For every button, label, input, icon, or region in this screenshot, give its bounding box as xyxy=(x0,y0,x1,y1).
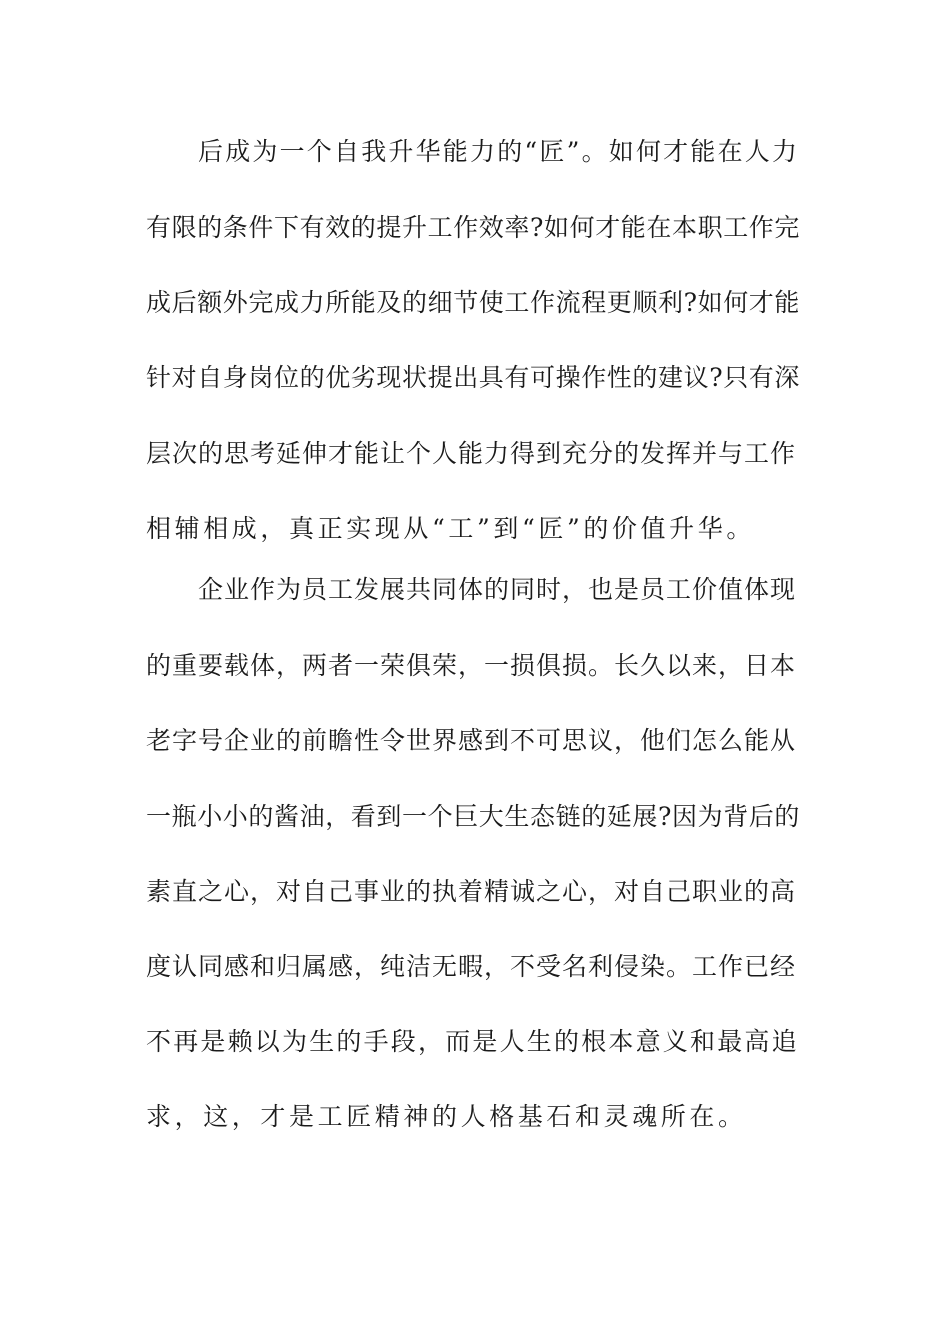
text-line: 度认同感和归属感，纯洁无暇，不受名利侵染。工作已经 xyxy=(146,952,797,981)
text-line: 的重要载体，两者一荣俱荣，一损俱损。长久以来，日本 xyxy=(146,651,797,680)
text-line: 不再是赖以为生的手段，而是人生的根本意义和最高追 xyxy=(146,1027,799,1056)
text-line: 企业作为员工发展共同体的同时，也是员工价值体现 xyxy=(198,575,797,604)
text-line: 层次的思考延伸才能让个人能力得到充分的发挥并与工作 xyxy=(146,439,797,468)
text-line: 成后额外完成力所能及的细节使工作流程更顺利?如何才能 xyxy=(146,288,801,317)
text-line: 素直之心，对自己事业的执着精诚之心，对自己职业的高 xyxy=(146,877,797,906)
text-line: 有限的条件下有效的提升工作效率?如何才能在本职工作完 xyxy=(146,213,801,242)
text-line: 后成为一个自我升华能力的“匠”。如何才能在人力 xyxy=(198,137,800,166)
text-line: 针对自身岗位的优劣现状提出具有可操作性的建议?只有深 xyxy=(146,363,801,392)
text-line: 一瓶小小的酱油，看到一个巨大生态链的延展?因为背后的 xyxy=(146,802,801,831)
text-line: 老字号企业的前瞻性令世界感到不可思议，他们怎么能从 xyxy=(146,726,797,755)
text-line: 求，这，才是工匠精神的人格基石和灵魂所在。 xyxy=(146,1102,747,1131)
text-line: 相辅相成，真正实现从“工”到“匠”的价值升华。 xyxy=(146,514,755,543)
